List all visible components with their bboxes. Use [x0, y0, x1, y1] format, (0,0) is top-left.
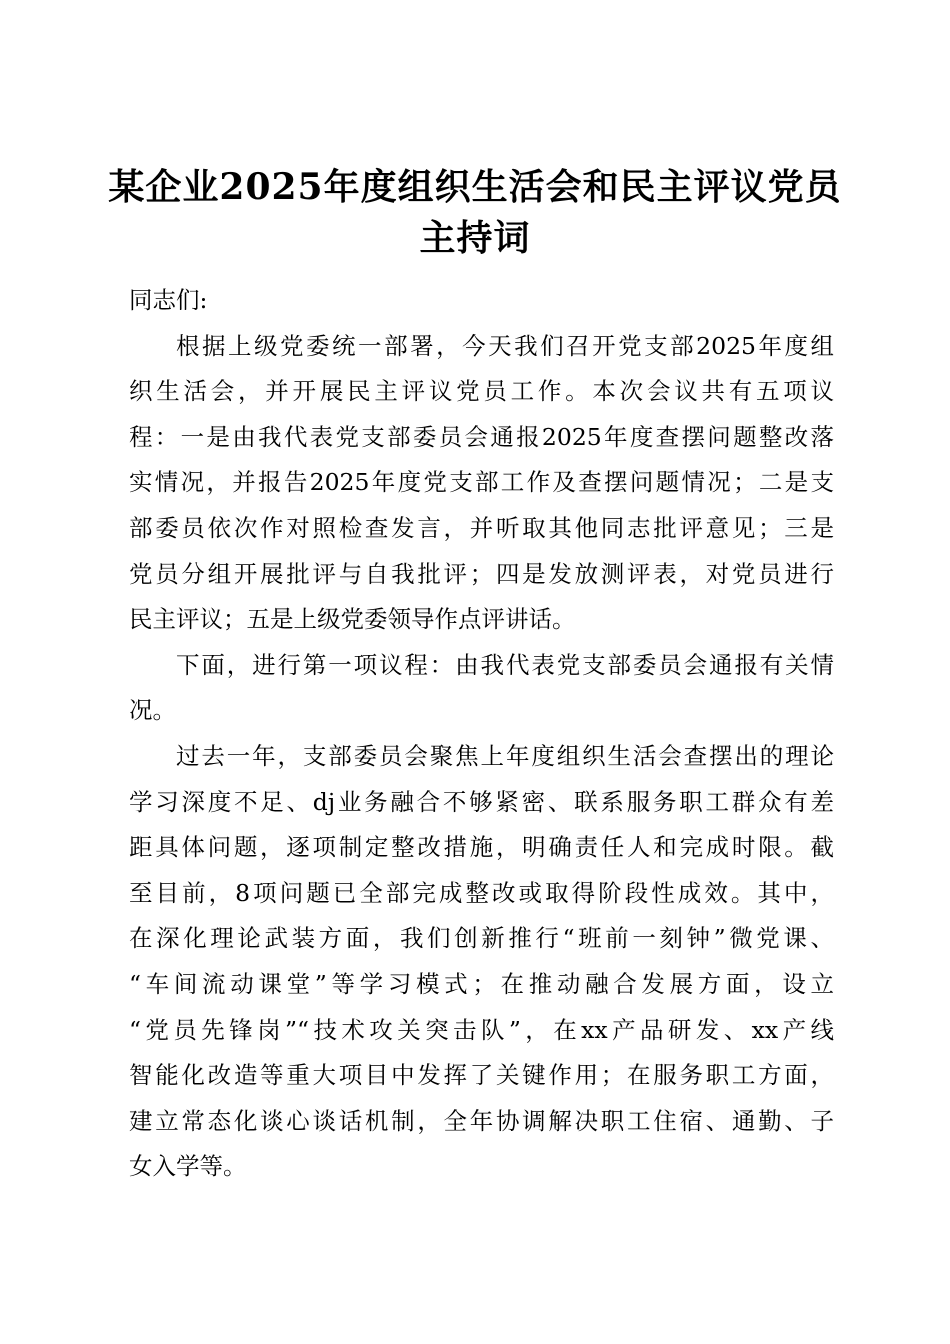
title-line: 某企业2025年度组织生活会和民主评议党员 — [108, 166, 842, 208]
paragraph-line: 部委员依次作对照检查发言，并听取其他同志批评意见；三是 — [129, 513, 834, 542]
document-title — [0, 162, 950, 264]
paragraph-line: 至目前，8项问题已全部完成整改或取得阶段性成效。其中， — [129, 878, 834, 907]
paragraph-line: 距具体问题，逐项制定整改措施，明确责任人和完成时限。截 — [129, 833, 834, 862]
paragraph-line: 程：一是由我代表党支部委员会通报2025年度查摆问题整改落 — [129, 422, 834, 451]
paragraph-line: 织生活会，并开展民主评议党员工作。本次会议共有五项议 — [129, 377, 834, 406]
title-line: 主持词 — [419, 217, 531, 259]
paragraph-line: 过去一年，支部委员会聚焦上年度组织生活会查摆出的理论 — [176, 741, 834, 770]
paragraph-line: 智能化改造等重大项目中发挥了关键作用；在服务职工方面， — [129, 1061, 834, 1090]
paragraph-line: 建立常态化谈心谈话机制，全年协调解决职工住宿、通勤、子 — [129, 1106, 834, 1135]
paragraphs — [129, 324, 834, 1190]
paragraph-line: 女入学等。 — [129, 1152, 247, 1181]
paragraph-line: 况。 — [129, 696, 176, 725]
paragraph — [129, 324, 834, 643]
document-body — [129, 278, 834, 1190]
paragraph-line: 实情况，并报告2025年度党支部工作及查摆问题情况；二是支 — [129, 468, 834, 497]
paragraph-line: “党员先锋岗”“技术攻关突击队”，在xx产品研发、xx产线 — [129, 1015, 834, 1044]
paragraph-line: 党员分组开展批评与自我批评；四是发放测评表，对党员进行 — [129, 559, 834, 588]
paragraph-line: 在深化理论武装方面，我们创新推行“班前一刻钟”微党课、 — [129, 924, 834, 953]
paragraph-line: “车间流动课堂”等学习模式；在推动融合发展方面，设立 — [129, 969, 834, 998]
paragraph-line: 学习深度不足、dj业务融合不够紧密、联系服务职工群众有差 — [129, 787, 834, 816]
paragraph-line: 下面，进行第一项议程：由我代表党支部委员会通报有关情 — [176, 650, 834, 679]
paragraph-line: 民主评议；五是上级党委领导作点评讲话。 — [129, 605, 576, 634]
salutation: 同志们: — [129, 286, 208, 314]
paragraph-line: 根据上级党委统一部署，今天我们召开党支部2025年度组 — [176, 331, 834, 360]
paragraph — [129, 643, 834, 734]
paragraph — [129, 734, 834, 1190]
